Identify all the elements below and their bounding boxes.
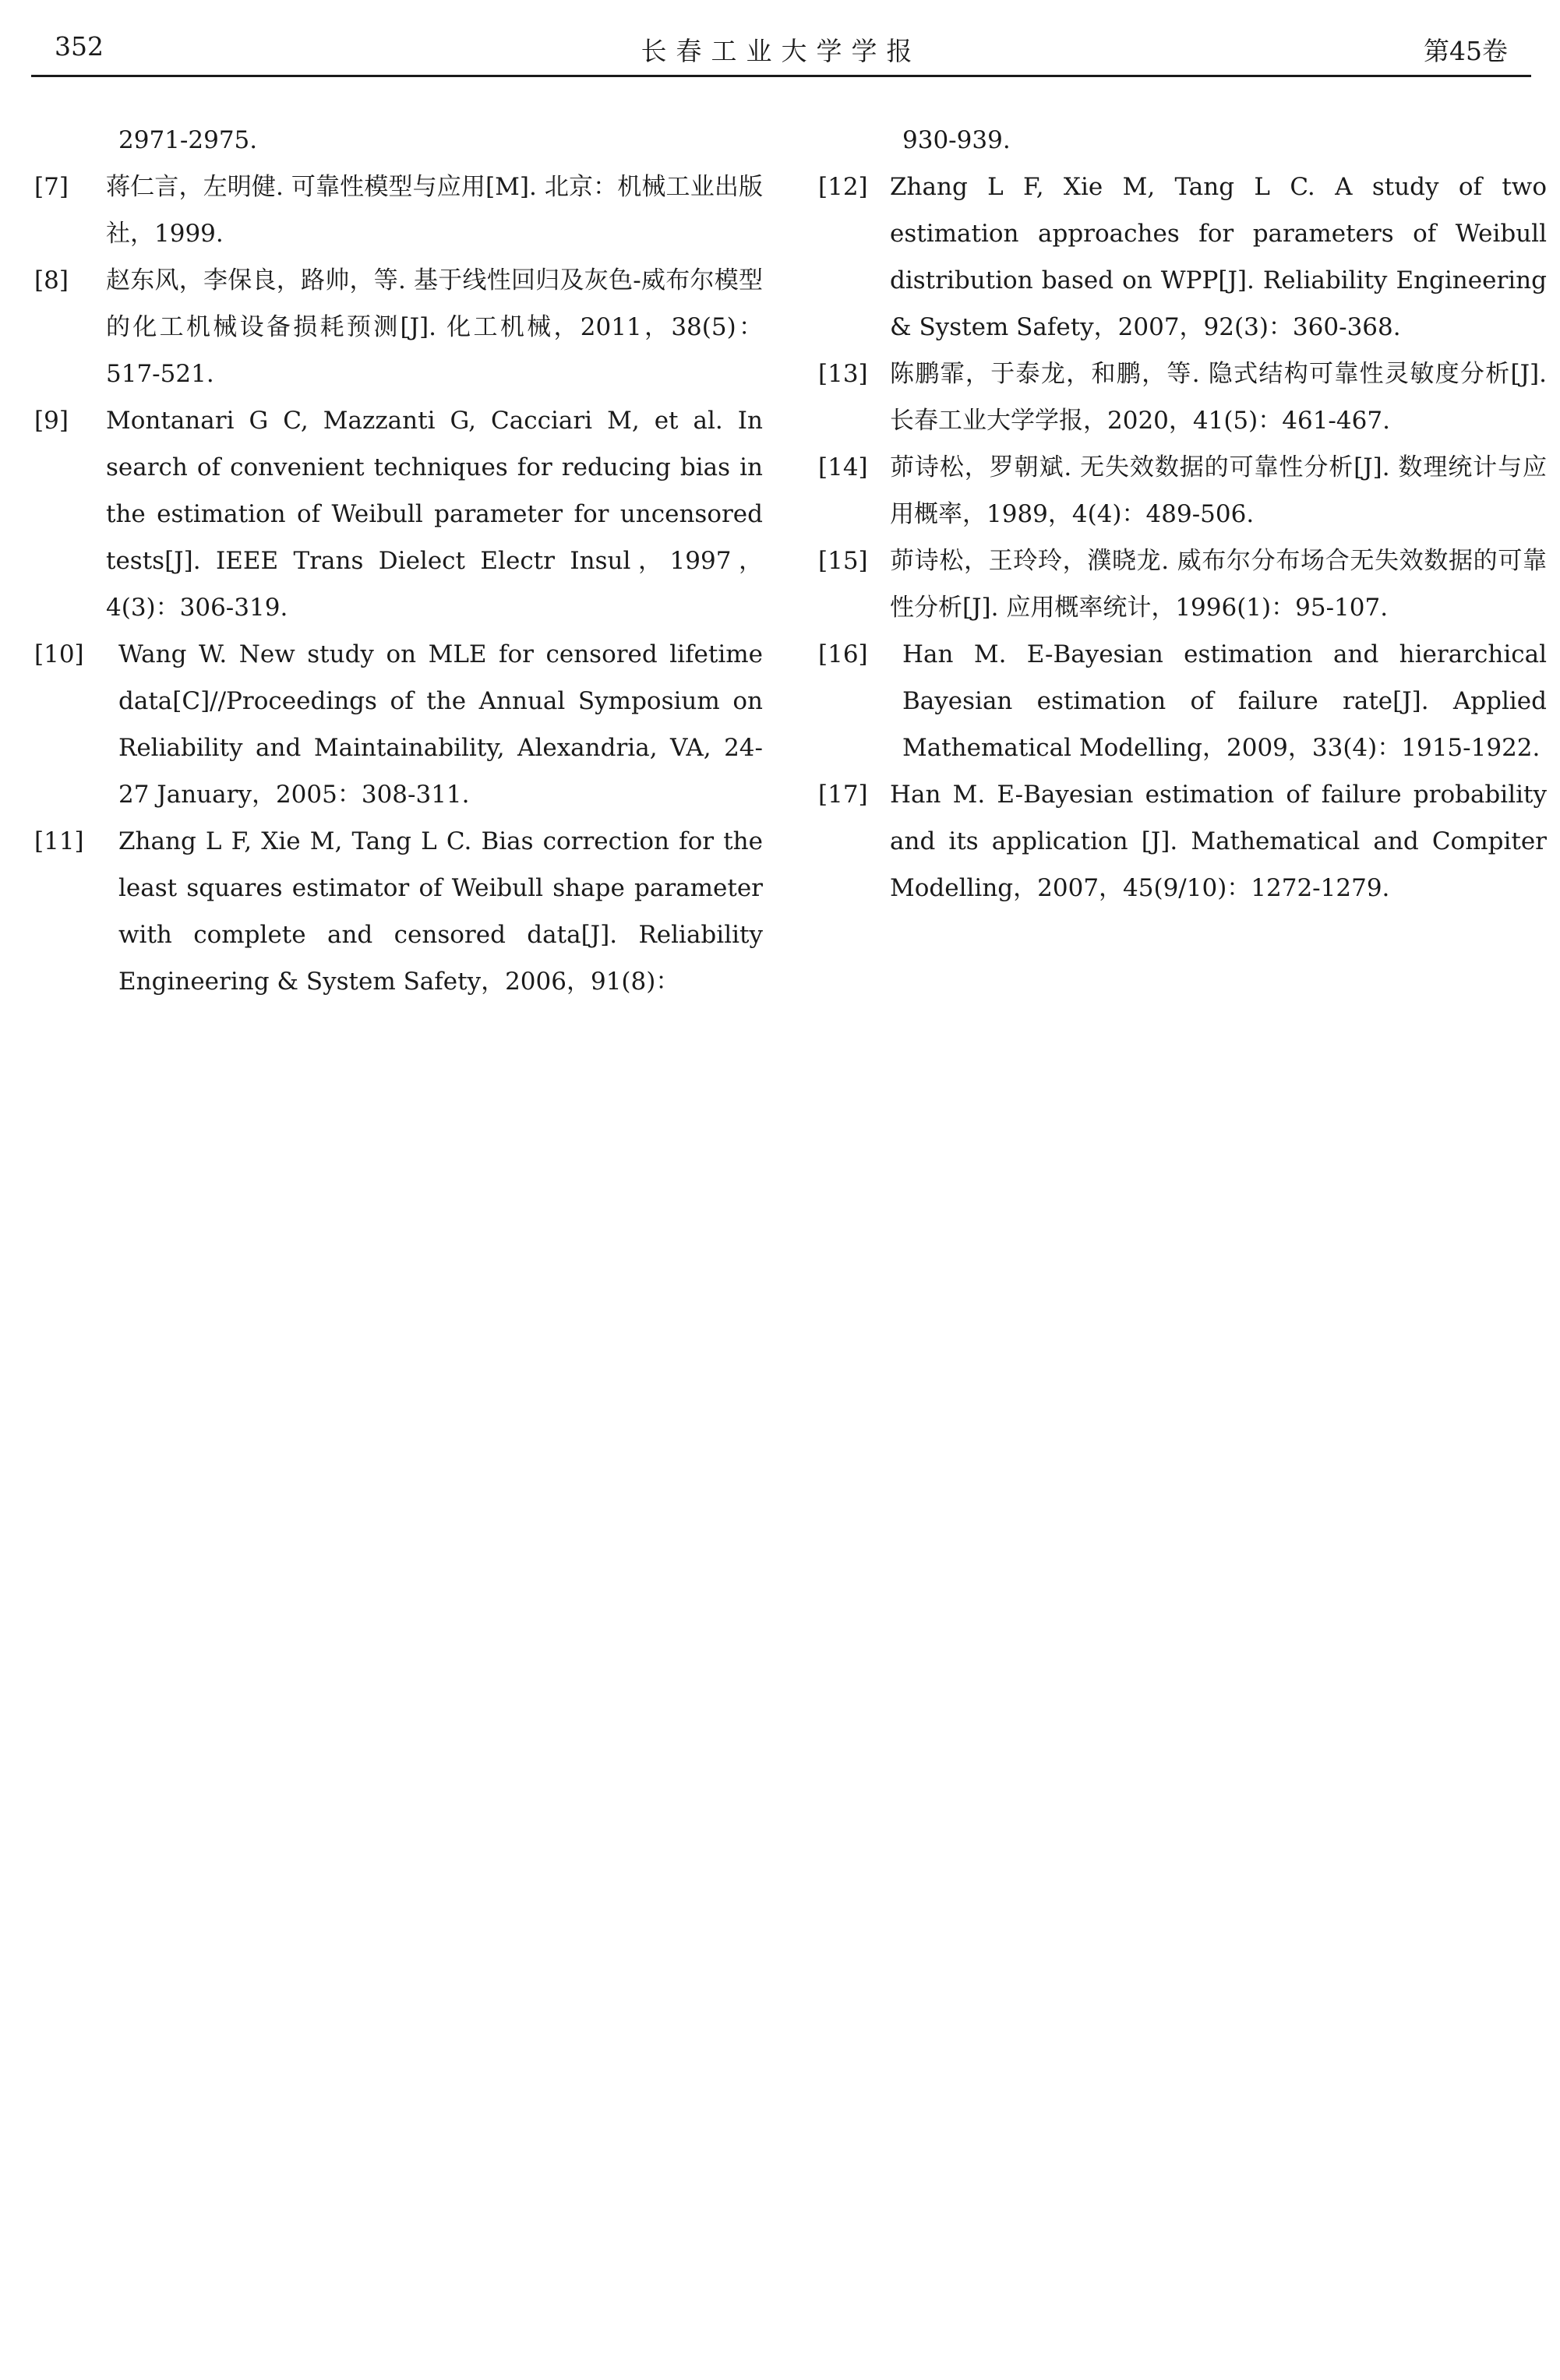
reference-text: Zhang L F, Xie M, Tang L C. Bias correction for the least squares estimator of Weibull shape parameter with complete and censored data[J]. Reliability Engineering & System Safety，2006，91(8)： [118, 827, 763, 996]
reference-text: 陈鹏霏，于泰龙，和鹏，等. 隐式结构可靠性灵敏度分析[J]. 长春工业大学学报，2020，41(5)：461-467. [890, 360, 1547, 435]
reference-13 [818, 351, 1547, 444]
reference-12 [818, 164, 1547, 351]
reference-15 [818, 538, 1547, 631]
reference-continuation [34, 117, 763, 164]
reference-number: [11] [34, 827, 84, 855]
reference-continuation [818, 117, 1547, 164]
page-number: 352 [55, 31, 104, 62]
reference-number: [12] [818, 173, 868, 201]
left-column [34, 117, 763, 1005]
reference-16 [818, 631, 1547, 771]
journal-title: 长春工业大学学报 [641, 36, 922, 66]
reference-text: Wang W. New study on MLE for censored lifetime data[C]//Proceedings of the Annual Symposium on Reliability and Maintainability, Alexandria, VA, 24-27 January，2005：308-311. [118, 640, 763, 809]
reference-number: [13] [818, 360, 868, 388]
reference-17 [818, 771, 1547, 911]
reference-7 [34, 164, 763, 257]
reference-text: 赵东风，李保良，路帅，等. 基于线性回归及灰色-威布尔模型的化工机械设备损耗预测[J]. 化工机械，2011，38(5)：517-521. [106, 266, 763, 388]
reference-number: [15] [818, 547, 868, 575]
reference-text: 茆诗松，罗朝斌. 无失效数据的可靠性分析[J]. 数理统计与应用概率，1989，4(4)：489-506. [890, 453, 1547, 528]
reference-text: Han M. E-Bayesian estimation and hierarchical Bayesian estimation of failure rate[J]. Applied Mathematical Modelling，2009，33(4)：1915-1922. [902, 640, 1547, 762]
reference-text: 930-939. [902, 126, 1011, 154]
reference-number: [14] [818, 453, 868, 481]
reference-number: [8] [34, 266, 69, 294]
reference-9 [34, 397, 763, 631]
reference-8 [34, 257, 763, 397]
page-header [31, 28, 1531, 77]
right-column [818, 117, 1547, 911]
reference-number: [7] [34, 173, 69, 201]
reference-text: Zhang L F, Xie M, Tang L C. A study of two estimation approaches for parameters of Weibull distribution based on WPP[J]. Reliability Engineering & System Safety，2007，92(3)：360-368. [890, 173, 1547, 341]
reference-text: 2971-2975. [118, 126, 258, 154]
reference-14 [818, 444, 1547, 538]
reference-number: [17] [818, 781, 868, 809]
reference-11 [34, 818, 763, 1005]
reference-10 [34, 631, 763, 818]
reference-text: Montanari G C, Mazzanti G, Cacciari M, et al. In search of convenient techniques for reducing bias in the estimation of Weibull parameter for uncensored tests[J]. IEEE Trans Dielect Electr Insul，1997，4(3)：306-319. [106, 407, 763, 622]
volume-label: 第45卷 [1424, 36, 1508, 66]
reference-number: [16] [818, 640, 868, 668]
reference-number: [9] [34, 407, 69, 435]
reference-text: 茆诗松，王玲玲，濮晓龙. 威布尔分布场合无失效数据的可靠性分析[J]. 应用概率统计，1996(1)：95-107. [890, 547, 1547, 622]
reference-number: [10] [34, 640, 84, 668]
reference-text: 蒋仁言，左明健. 可靠性模型与应用[M]. 北京：机械工业出版社，1999. [106, 173, 763, 248]
reference-text: Han M. E-Bayesian estimation of failure probability and its application [J]. Mathematical and Compiter Modelling，2007，45(9/10)：1272-1279. [890, 781, 1547, 902]
